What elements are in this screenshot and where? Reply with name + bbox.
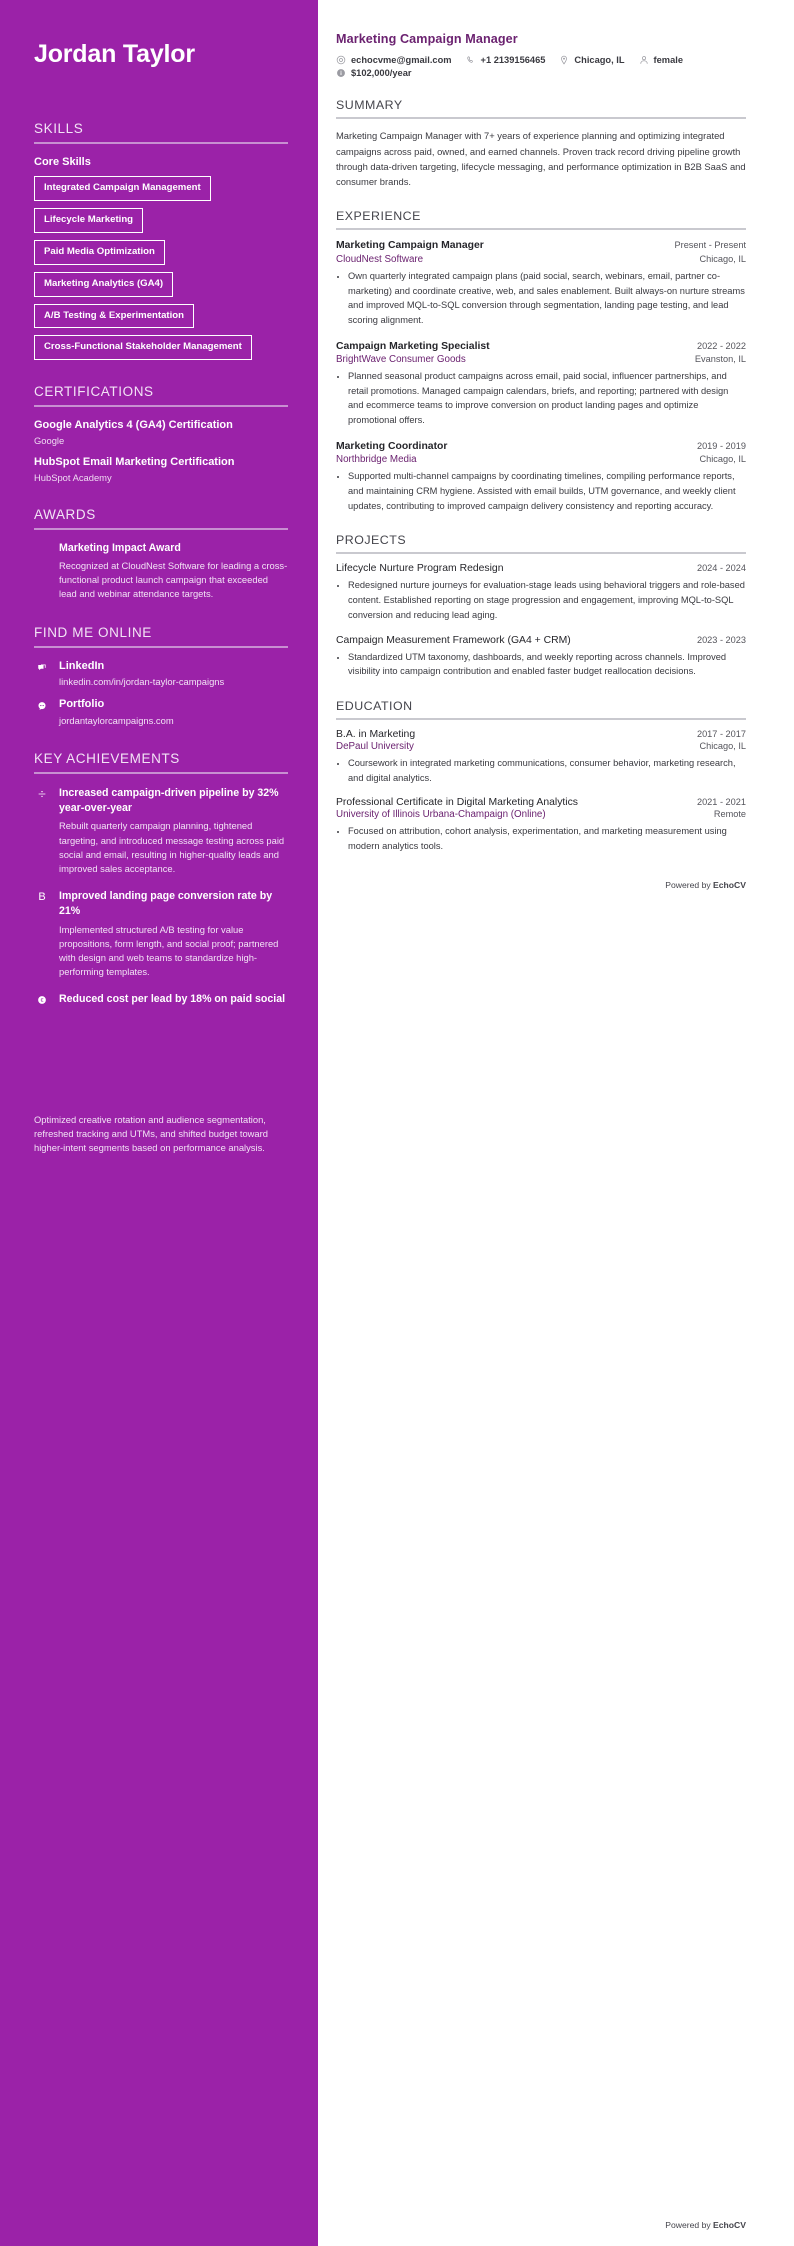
summary-heading: SUMMARY bbox=[336, 98, 403, 112]
achievement-title: Reduced cost per lead by 18% on paid social bbox=[59, 992, 286, 1005]
contact-item bbox=[466, 55, 546, 65]
education-bullets bbox=[336, 824, 746, 853]
info-circle-icon bbox=[336, 68, 346, 78]
education-title: B.A. in Marketing bbox=[336, 728, 416, 740]
key-achievements-divider bbox=[34, 772, 288, 774]
find-me-online-heading: FIND ME ONLINE bbox=[34, 624, 152, 640]
education-divider bbox=[336, 718, 746, 720]
sidebar-section-skills bbox=[34, 121, 288, 361]
project-item bbox=[336, 635, 746, 679]
achievement-description: Implemented structured A/B testing for value propositions, form length, and social proof; partnered with design and web teams to standardize high-performing templates. bbox=[59, 923, 279, 977]
experience-bullets bbox=[336, 369, 746, 428]
summary-text: Marketing Campaign Manager with 7+ years of experience planning and optimizing integrated campaigns across paid, owned, and earned channels. Proven track record driving pipeline growth through data-driven targeting, lifecycle messaging, and performance optimization in B2B SaaS and consumer brands. bbox=[336, 130, 746, 188]
phone-icon bbox=[466, 55, 476, 65]
experience-location: Chicago, IL bbox=[699, 253, 746, 264]
award-description: Recognized at CloudNest Software for leading a cross-functional product launch campaign that exceeded lead and webinar attendance targets. bbox=[59, 559, 288, 599]
achievement-title: Increased campaign-driven pipeline by 32% year-over-year bbox=[59, 786, 279, 814]
education-bullets bbox=[336, 756, 746, 785]
contact-row-primary bbox=[336, 55, 746, 65]
powered-by-footer-brand: EchoCV bbox=[713, 2220, 746, 2230]
project-item bbox=[336, 563, 746, 622]
powered-by-label bbox=[336, 880, 746, 890]
awards-divider bbox=[34, 528, 288, 530]
contact-item bbox=[336, 68, 412, 78]
section-projects bbox=[336, 533, 746, 678]
certification-item bbox=[34, 456, 288, 483]
contact-item bbox=[336, 55, 452, 65]
social-link-url[interactable]: jordantaylorcampaigns.com bbox=[59, 714, 174, 726]
letter-b-icon: B bbox=[38, 891, 46, 904]
contact-item bbox=[639, 55, 683, 65]
contact-text: echocvme@gmail.com bbox=[351, 55, 452, 65]
sidebar-section-find-me-online bbox=[34, 625, 288, 727]
experience-list bbox=[336, 239, 746, 513]
experience-title: Campaign Marketing Specialist bbox=[336, 340, 490, 352]
bullet-item: • Standardized UTM taxonomy, dashboards, and weekly reporting across channels. Improved visibility into campaign contribution and enabled faster budget reallocation decisions. bbox=[348, 650, 746, 679]
experience-item bbox=[336, 340, 746, 428]
sidebar-section-key-achievements bbox=[34, 751, 288, 1156]
project-dates: 2024 - 2024 bbox=[696, 563, 746, 574]
experience-title: Marketing Campaign Manager bbox=[336, 240, 484, 252]
project-list bbox=[336, 563, 746, 678]
experience-item bbox=[336, 239, 746, 327]
chat-bubbles-icon bbox=[34, 660, 50, 676]
education-institution: University of Illinois Urbana-Champaign (Online) bbox=[336, 809, 546, 821]
social-link-list bbox=[34, 660, 288, 727]
award-title: Marketing Impact Award bbox=[59, 541, 181, 554]
location-pin-icon bbox=[559, 55, 569, 65]
education-item bbox=[336, 797, 746, 853]
achievement-list bbox=[34, 786, 288, 1156]
powered-by-prefix: Powered by bbox=[665, 879, 714, 890]
contact-item bbox=[559, 55, 624, 65]
skills-subheading: Core Skills bbox=[34, 155, 91, 168]
bullet-item: • Own quarterly integrated campaign plans (paid social, search, webinars, email, partner co-marketing) and coordinate creative, web, and sales enablement. Built always-on nurture streams and improved MQL-to-SQL conversion through segmentation, landing page testing, and lead scoring alignment. bbox=[348, 269, 746, 328]
education-list bbox=[336, 729, 746, 854]
powered-by-footer bbox=[665, 2220, 746, 2230]
achievement-item bbox=[34, 889, 288, 979]
svg-text:€: € bbox=[40, 998, 44, 1005]
experience-location: Chicago, IL bbox=[699, 454, 746, 465]
certification-name: HubSpot Email Marketing Certification bbox=[34, 456, 235, 469]
experience-organization: BrightWave Consumer Goods bbox=[336, 354, 466, 366]
bullet-item: • Redesigned nurture journeys for evaluation-stage leads using behavioral triggers and role-based content. Established reporting on stage progression and engagement, improving MQL-to-SQL conversion and reducing lead aging. bbox=[348, 578, 746, 622]
certification-list bbox=[34, 419, 288, 483]
certification-issuer: HubSpot Academy bbox=[34, 471, 112, 483]
education-dates: 2017 - 2017 bbox=[696, 728, 746, 739]
projects-heading: PROJECTS bbox=[336, 533, 407, 548]
projects-divider bbox=[336, 552, 746, 554]
job-headline: Marketing Campaign Manager bbox=[336, 32, 518, 46]
project-bullets bbox=[336, 578, 746, 622]
candidate-name: Jordan Taylor bbox=[34, 40, 195, 68]
experience-dates: 2019 - 2019 bbox=[696, 440, 746, 451]
experience-location: Evanston, IL bbox=[694, 354, 746, 365]
skill-chip: Paid Media Optimization bbox=[34, 240, 165, 265]
skill-chip: A/B Testing & Experimentation bbox=[34, 304, 194, 329]
sidebar-section-awards bbox=[34, 507, 288, 601]
section-experience bbox=[336, 209, 746, 513]
contact-text: female bbox=[653, 55, 683, 65]
bullet-item: • Planned seasonal product campaigns across email, paid social, influencer partnerships, and retail promotions. Managed campaign calendars, briefs, and reporting; partnered with design and ecommerce teams to improve conversion on product landing pages and optimize promotional offers. bbox=[348, 369, 746, 428]
email-icon bbox=[336, 55, 346, 65]
social-link-item[interactable] bbox=[34, 698, 288, 726]
currency-circle-icon bbox=[34, 992, 50, 1008]
social-link-url[interactable]: linkedin.com/in/jordan-taylor-campaigns bbox=[59, 676, 225, 688]
bullet-item: • Coursework in integrated marketing communications, consumer behavior, marketing research, and digital analytics. bbox=[348, 756, 746, 785]
skill-chip: Lifecycle Marketing bbox=[34, 208, 143, 233]
key-achievements-heading: KEY ACHIEVEMENTS bbox=[34, 750, 180, 766]
divide-icon bbox=[34, 786, 50, 802]
education-item bbox=[336, 729, 746, 785]
skill-chip: Marketing Analytics (GA4) bbox=[34, 272, 173, 297]
project-title: Lifecycle Nurture Program Redesign bbox=[336, 563, 504, 575]
skill-chip: Cross-Functional Stakeholder Management bbox=[34, 335, 252, 360]
experience-heading: EXPERIENCE bbox=[336, 209, 421, 224]
awards-heading: AWARDS bbox=[34, 506, 96, 522]
sidebar bbox=[0, 0, 318, 2246]
education-title: Professional Certificate in Digital Marketing Analytics bbox=[336, 797, 578, 809]
contact-text: $102,000/year bbox=[351, 68, 412, 78]
person-icon bbox=[639, 55, 649, 65]
powered-by-footer-prefix: Powered by bbox=[665, 2220, 714, 2230]
contact-row-secondary bbox=[336, 68, 746, 78]
certifications-heading: CERTIFICATIONS bbox=[34, 384, 154, 400]
code-icon bbox=[34, 542, 50, 543]
contact-text: +1 2139156465 bbox=[480, 55, 546, 65]
education-heading: EDUCATION bbox=[336, 698, 413, 713]
achievement-item bbox=[34, 992, 288, 1008]
award-item bbox=[34, 542, 288, 601]
education-location: Remote bbox=[713, 809, 746, 820]
experience-dates: Present - Present bbox=[674, 240, 746, 251]
skill-chip-list bbox=[34, 176, 288, 361]
social-link-label: LinkedIn bbox=[59, 659, 105, 672]
experience-organization: CloudNest Software bbox=[336, 253, 424, 265]
skills-heading: SKILLS bbox=[34, 120, 84, 136]
certification-name: Google Analytics 4 (GA4) Certification bbox=[34, 419, 233, 432]
experience-bullets bbox=[336, 269, 746, 328]
contact-text: Chicago, IL bbox=[574, 55, 625, 65]
achievement-item bbox=[34, 786, 288, 876]
social-link-item[interactable] bbox=[34, 660, 288, 688]
experience-item bbox=[336, 440, 746, 514]
certification-issuer: Google bbox=[34, 435, 65, 447]
experience-dates: 2022 - 2022 bbox=[696, 340, 746, 351]
social-link-label: Portfolio bbox=[59, 698, 105, 711]
bullet-item: • Supported multi-channel campaigns by coordinating timelines, compiling performance reports, and maintaining CRM hygiene. Assisted with email builds, UTM governance, and weekly client updates, contributing to improved campaign delivery consistency and reporting accuracy. bbox=[348, 469, 746, 513]
education-dates: 2021 - 2021 bbox=[696, 797, 746, 808]
chat-dots-icon bbox=[34, 698, 50, 714]
achievement-description: Rebuilt quarterly campaign planning, tightened targeting, and introduced message testing across paid social and email, resulting in higher-quality leads and improved sales acceptance. bbox=[59, 820, 285, 874]
summary-divider bbox=[336, 117, 746, 119]
project-bullets bbox=[336, 650, 746, 679]
certifications-divider bbox=[34, 405, 288, 407]
achievement-description: Optimized creative rotation and audience segmentation, refreshed tracking and UTMs, and shifted budget toward higher-intent segments based on performance analysis. bbox=[34, 1113, 268, 1154]
project-dates: 2023 - 2023 bbox=[696, 634, 746, 645]
sidebar-section-certifications bbox=[34, 384, 288, 483]
experience-title: Marketing Coordinator bbox=[336, 440, 448, 452]
project-title: Campaign Measurement Framework (GA4 + CRM) bbox=[336, 634, 571, 646]
experience-bullets bbox=[336, 469, 746, 513]
education-institution: DePaul University bbox=[336, 740, 414, 752]
powered-by-brand: EchoCV bbox=[713, 879, 746, 890]
certification-item bbox=[34, 419, 288, 446]
achievement-title: Improved landing page conversion rate by 21% bbox=[59, 889, 273, 917]
section-education bbox=[336, 699, 746, 854]
skill-chip: Integrated Campaign Management bbox=[34, 176, 211, 201]
award-list bbox=[34, 542, 288, 601]
find-me-online-divider bbox=[34, 646, 288, 648]
section-summary bbox=[336, 98, 746, 189]
bullet-item: • Focused on attribution, cohort analysis, experimentation, and marketing measurement using modern analytics tools. bbox=[348, 824, 746, 853]
education-location: Chicago, IL bbox=[699, 740, 746, 751]
main-column bbox=[318, 0, 794, 2246]
experience-divider bbox=[336, 228, 746, 230]
skills-divider bbox=[34, 142, 288, 144]
experience-organization: Northbridge Media bbox=[336, 454, 417, 466]
